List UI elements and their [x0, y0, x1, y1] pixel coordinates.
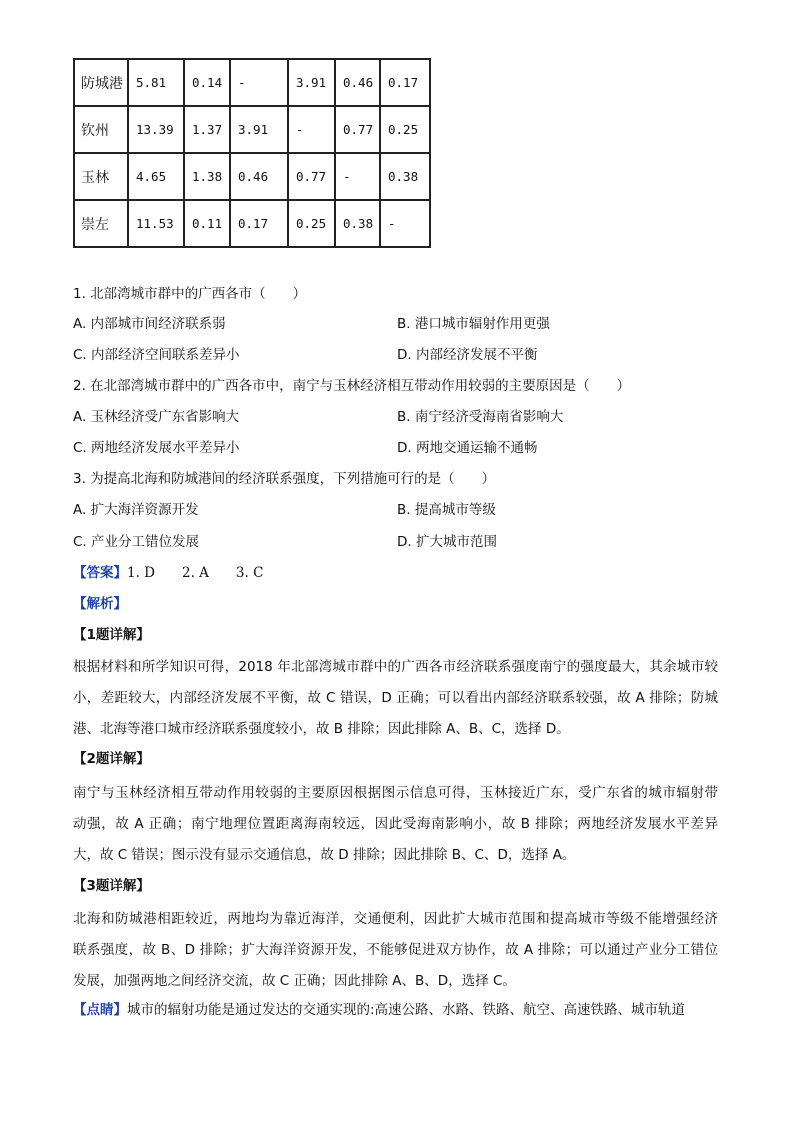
- wrapped-value: 13.39: [136, 122, 174, 137]
- table-cell: 1.38: [184, 153, 230, 200]
- table-cell: 0.46: [230, 153, 288, 200]
- detail-1-line: 根据材料和所学知识可得，2018 年北部湾城市群中的广西各市经济联系强度南宁的强度最大，其余城市较: [73, 659, 718, 675]
- answer-line: [73, 563, 263, 583]
- table-cell: -: [230, 59, 288, 106]
- table-row: [74, 200, 430, 247]
- question-2-option-b: B. 南宁经济受海南省影响大: [397, 409, 564, 425]
- table-cell: 0.11: [184, 200, 230, 247]
- question-1-option-c: C. 内部经济空间联系差异小: [73, 347, 240, 363]
- question-3-option-c: C. 产业分工错位发展: [73, 534, 200, 550]
- table-row: [74, 106, 430, 153]
- detail-3-body: [73, 904, 718, 997]
- detail-1-line: 港、北海等港口城市经济联系强度较小，故 B 排除；因此排除 A、B、C，选择 D。: [73, 721, 570, 737]
- question-3-option-a: A. 扩大海洋资源开发: [73, 502, 199, 518]
- table-cell: -: [288, 106, 335, 153]
- table-row: [74, 153, 430, 200]
- detail-2-line: 动强，故 A 正确；南宁地理位置距离海南较远，因此受海南影响小，故 B 排除；两地经济发展水平差异: [73, 816, 718, 832]
- table-cell: 0.17: [380, 59, 430, 106]
- question-2-option-a: A. 玉林经济受广东省影响大: [73, 409, 240, 425]
- table-cell: 0.38: [380, 153, 430, 200]
- question-2-option-c: C. 两地经济发展水平差异小: [73, 440, 240, 456]
- answer-tag: 【答案】: [73, 565, 127, 581]
- table-cell: -: [380, 200, 430, 247]
- detail-2-line: 南宁与玉林经济相互带动作用较弱的主要原因根据图示信息可得，玉林接近广东，受广东省的城市辐射带: [73, 785, 718, 801]
- detail-2-body: [73, 778, 718, 871]
- detail-1-body: [73, 652, 718, 745]
- table-cell: [128, 106, 184, 153]
- table-cell: 5.81: [128, 59, 184, 106]
- table-cell: 0.17: [230, 200, 288, 247]
- question-2-stem: 2. 在北部湾城市群中的广西各市中，南宁与玉林经济相互带动作用较弱的主要原因是（ ）: [73, 378, 631, 394]
- table-cell: 0.46: [335, 59, 380, 106]
- detail-1-tag: 【1题详解】: [73, 627, 150, 643]
- table-cell: 4.65: [128, 153, 184, 200]
- table-cell: 0.25: [288, 200, 335, 247]
- table-cell-city: 玉林: [74, 153, 128, 200]
- analysis-tag: 【解析】: [73, 596, 127, 612]
- note-tag: 【点睛】: [73, 1002, 127, 1018]
- table-row: [74, 59, 430, 106]
- detail-2-tag: 【2题详解】: [73, 751, 150, 767]
- question-3-option-b: B. 提高城市等级: [397, 502, 496, 518]
- detail-3-tag: 【3题详解】: [73, 878, 150, 894]
- note-text: 城市的辐射功能是通过发达的交通实现的:高速公路、水路、铁路、航空、高速铁路、城市轨道: [127, 1002, 686, 1018]
- detail-3-line: 北海和防城港相距较近，两地均为靠近海洋，交通便利，因此扩大城市范围和提高城市等级不能增强经济: [73, 911, 718, 927]
- detail-1-line: 小，差距较大，内部经济发展不平衡，故 C 错误，D 正确；可以看出内部经济联系较强，故 A 排除；防城: [73, 690, 718, 706]
- table-cell: -: [335, 153, 380, 200]
- question-3-stem: 3. 为提高北海和防城港间的经济联系强度，下列措施可行的是（ ）: [73, 471, 496, 487]
- question-3-option-d: D. 扩大城市范围: [397, 534, 497, 550]
- table-cell: 0.38: [335, 200, 380, 247]
- table-cell-city: 钦州: [74, 106, 128, 153]
- detail-2-line: 大，故 C 错误；图示没有显示交通信息，故 D 排除；因此排除 B、C、D，选择 A。: [73, 847, 576, 863]
- table-cell-city: 防城港: [74, 59, 128, 106]
- table-cell-city: 崇左: [74, 200, 128, 247]
- question-1-option-a: A. 内部城市间经济联系弱: [73, 316, 226, 332]
- question-2-option-d: D. 两地交通运输不通畅: [397, 440, 538, 456]
- note-line: [73, 1000, 685, 1020]
- detail-3-line: 发展，加强两地之间经济交流，故 C 正确；因此排除 A、B、D，选择 C。: [73, 973, 516, 989]
- table-cell: 3.91: [288, 59, 335, 106]
- question-1-option-d: D. 内部经济发展不平衡: [397, 347, 538, 363]
- table-cell: 0.14: [184, 59, 230, 106]
- table-cell: 0.25: [380, 106, 430, 153]
- question-1-stem: 1. 北部湾城市群中的广西各市（ ）: [73, 286, 307, 302]
- table-cell: 0.77: [335, 106, 380, 153]
- question-1-option-b: B. 港口城市辐射作用更强: [397, 316, 550, 332]
- detail-3-line: 联系强度，故 B、D 排除；扩大海洋资源开发，不能够促进双方协作，故 A 排除；可以通过产业分工错位: [73, 942, 718, 958]
- table-cell: 1.37: [184, 106, 230, 153]
- table-cell: 0.77: [288, 153, 335, 200]
- economic-linkage-table: [73, 58, 431, 248]
- table-cell: 3.91: [230, 106, 288, 153]
- answer-text: 1. D 2. A 3. C: [127, 565, 264, 581]
- table-cell: 11.53: [128, 200, 184, 247]
